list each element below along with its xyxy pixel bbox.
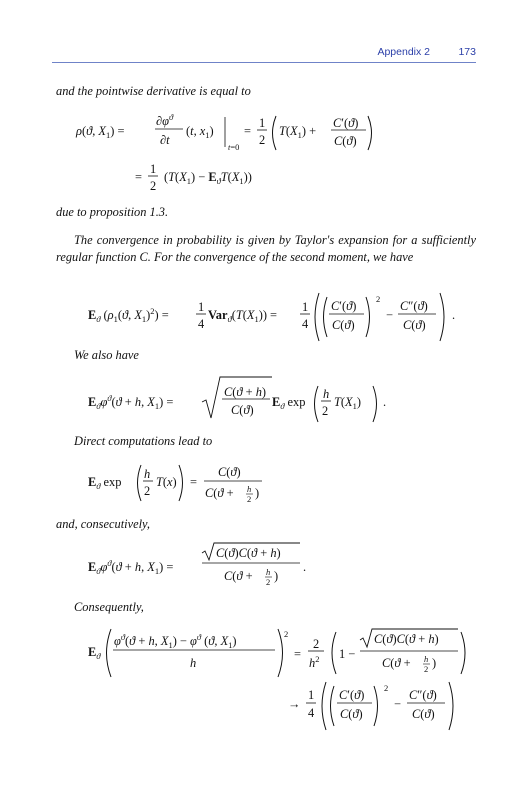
svg-text:t=0: t=0: [228, 142, 240, 152]
svg-text:=: =: [294, 647, 301, 661]
svg-text:h: h: [190, 656, 197, 670]
svg-text:2: 2: [259, 133, 266, 147]
svg-text:C(ϑ): C(ϑ): [412, 707, 435, 721]
svg-text:2: 2: [322, 404, 329, 418]
svg-text:2: 2: [313, 637, 320, 651]
svg-text:1: 1: [302, 300, 309, 314]
paragraph-proposition: due to proposition 1.3.: [56, 205, 169, 219]
paragraph-consecutively: and, consecutively,: [56, 517, 150, 531]
svg-text:Eϑφϑ(ϑ + h, X1) =: $E_ϑ\varphi^ϑ(ϑ + h$, $X_1$) =: [88, 393, 174, 411]
svg-text:h: h: [266, 567, 271, 577]
svg-text:h: h: [144, 467, 151, 481]
svg-text:C(ϑ +: C(ϑ +: [205, 486, 234, 500]
svg-text:C(ϑ)C(ϑ + h): C(ϑ)C(ϑ + h): [374, 632, 439, 646]
svg-text:Eϑφϑ(ϑ + h, X1) =: $E_ϑ\varphi^ϑ(ϑ + h$, $X_1$) =: [88, 558, 174, 576]
svg-text:2: 2: [247, 494, 252, 504]
svg-text:T(X1): $T(X_1)$: [334, 395, 362, 411]
paragraph-consequently: Consequently,: [74, 600, 144, 614]
svg-text:Eϑ (ρ1(ϑ, X1)2) =: $E_ϑ$ ($\rho_1(ϑ$, $X_1)^2$) =: [88, 306, 169, 324]
svg-text:2: 2: [376, 294, 381, 304]
svg-text:Eϑ: $E_ϑ$: [88, 645, 101, 661]
paragraph-pointwise-derivative: and the pointwise derivative is equal to: [56, 84, 251, 98]
svg-text:h: h: [323, 387, 330, 401]
svg-text:φϑ(ϑ + h, X1) − φϑ (ϑ, X1): $\varphi^ϑ(ϑ + h$, $X_1) - \varphi^ϑ$ (ϑ, $X_1$): [114, 632, 237, 650]
svg-text:Eϑ exp: $E_ϑ$ exp: [272, 395, 306, 411]
svg-text:4: 4: [308, 706, 315, 720]
svg-text:1: 1: [308, 688, 315, 702]
svg-text:C″(ϑ): C″(ϑ): [400, 299, 428, 313]
svg-text:→: →: [288, 697, 301, 711]
paragraph-convergence: The convergence in probability is given by Taylor's expansion for a sufficiently regular function C. For the convergence of the second moment, we have: [56, 233, 476, 264]
running-head-section: Appendix 2: [377, 46, 430, 58]
svg-text:): ): [432, 656, 437, 670]
svg-text:C(ϑ)C(ϑ + h): C(ϑ)C(ϑ + h): [216, 546, 281, 560]
svg-text:T(x): T(x): [156, 475, 177, 489]
svg-text:=: =: [190, 475, 197, 489]
svg-text:.: .: [383, 395, 387, 409]
svg-text:(T(X1) − EϑT(X1)): $(T(X_1) - E_ϑT(X_1))$: [164, 170, 252, 186]
svg-text:4: 4: [302, 317, 309, 331]
svg-text:2: 2: [266, 577, 271, 587]
svg-text:1: 1: [259, 116, 266, 130]
svg-text:h2: $h^2$: [309, 654, 320, 670]
paragraph-also-have: We also have: [74, 348, 139, 362]
svg-text:C′(ϑ): C′(ϑ): [331, 299, 357, 313]
svg-text:.: .: [303, 560, 307, 574]
svg-text:2: 2: [284, 629, 289, 639]
svg-text:=: =: [135, 170, 142, 184]
svg-text:∂φϑ: $\partial\varphi^ϑ$: [156, 112, 174, 128]
svg-text:2: 2: [384, 683, 389, 693]
svg-text:.: .: [452, 308, 456, 322]
svg-text:C(ϑ +: C(ϑ +: [224, 569, 253, 583]
svg-text:2: 2: [424, 664, 429, 674]
svg-text:C(ϑ +: C(ϑ +: [382, 656, 411, 670]
svg-text:1 −: 1 −: [339, 647, 356, 661]
svg-text:(t, x1): (t, $x_1$): [186, 124, 214, 140]
svg-text:): ): [255, 486, 260, 500]
svg-text:Varϑ(T(X1)) =: $Var_ϑ(T(X_1))$ =: [208, 308, 278, 324]
svg-text:4: 4: [198, 317, 205, 331]
svg-text:−: −: [386, 308, 393, 322]
svg-text:2: 2: [150, 179, 157, 193]
svg-text:C(ϑ): C(ϑ): [403, 318, 426, 332]
svg-text:C′(ϑ): C′(ϑ): [339, 688, 365, 702]
svg-text:h: h: [424, 654, 429, 664]
page-number: 173: [458, 46, 476, 58]
svg-text:C(ϑ): C(ϑ): [334, 134, 357, 148]
svg-text:1: 1: [198, 300, 205, 314]
svg-text:C(ϑ): C(ϑ): [218, 465, 241, 479]
svg-text:ρ(ϑ, X1) =: ρ(ϑ, $X_1$) =: [76, 124, 125, 140]
svg-text:C″(ϑ): C″(ϑ): [409, 688, 437, 702]
svg-text:T(X1) +: $T(X_1)$ +: [279, 124, 317, 140]
svg-text:1: 1: [150, 162, 157, 176]
svg-text:Eϑ exp: $E_ϑ$ exp: [88, 475, 122, 491]
svg-text:∂t: ∂t: [160, 133, 170, 147]
svg-text:C(ϑ + h): C(ϑ + h): [224, 385, 267, 399]
svg-text:2: 2: [144, 484, 151, 498]
svg-text:h: h: [247, 484, 252, 494]
svg-text:C(ϑ): C(ϑ): [332, 318, 355, 332]
svg-text:C′(ϑ): C′(ϑ): [333, 116, 359, 130]
svg-text:C(ϑ): C(ϑ): [231, 403, 254, 417]
svg-text:C(ϑ): C(ϑ): [340, 707, 363, 721]
paragraph-direct-computations: Direct computations lead to: [74, 434, 213, 448]
svg-text:=: =: [244, 124, 251, 138]
svg-text:−: −: [394, 697, 401, 711]
svg-text:): ): [274, 569, 279, 583]
